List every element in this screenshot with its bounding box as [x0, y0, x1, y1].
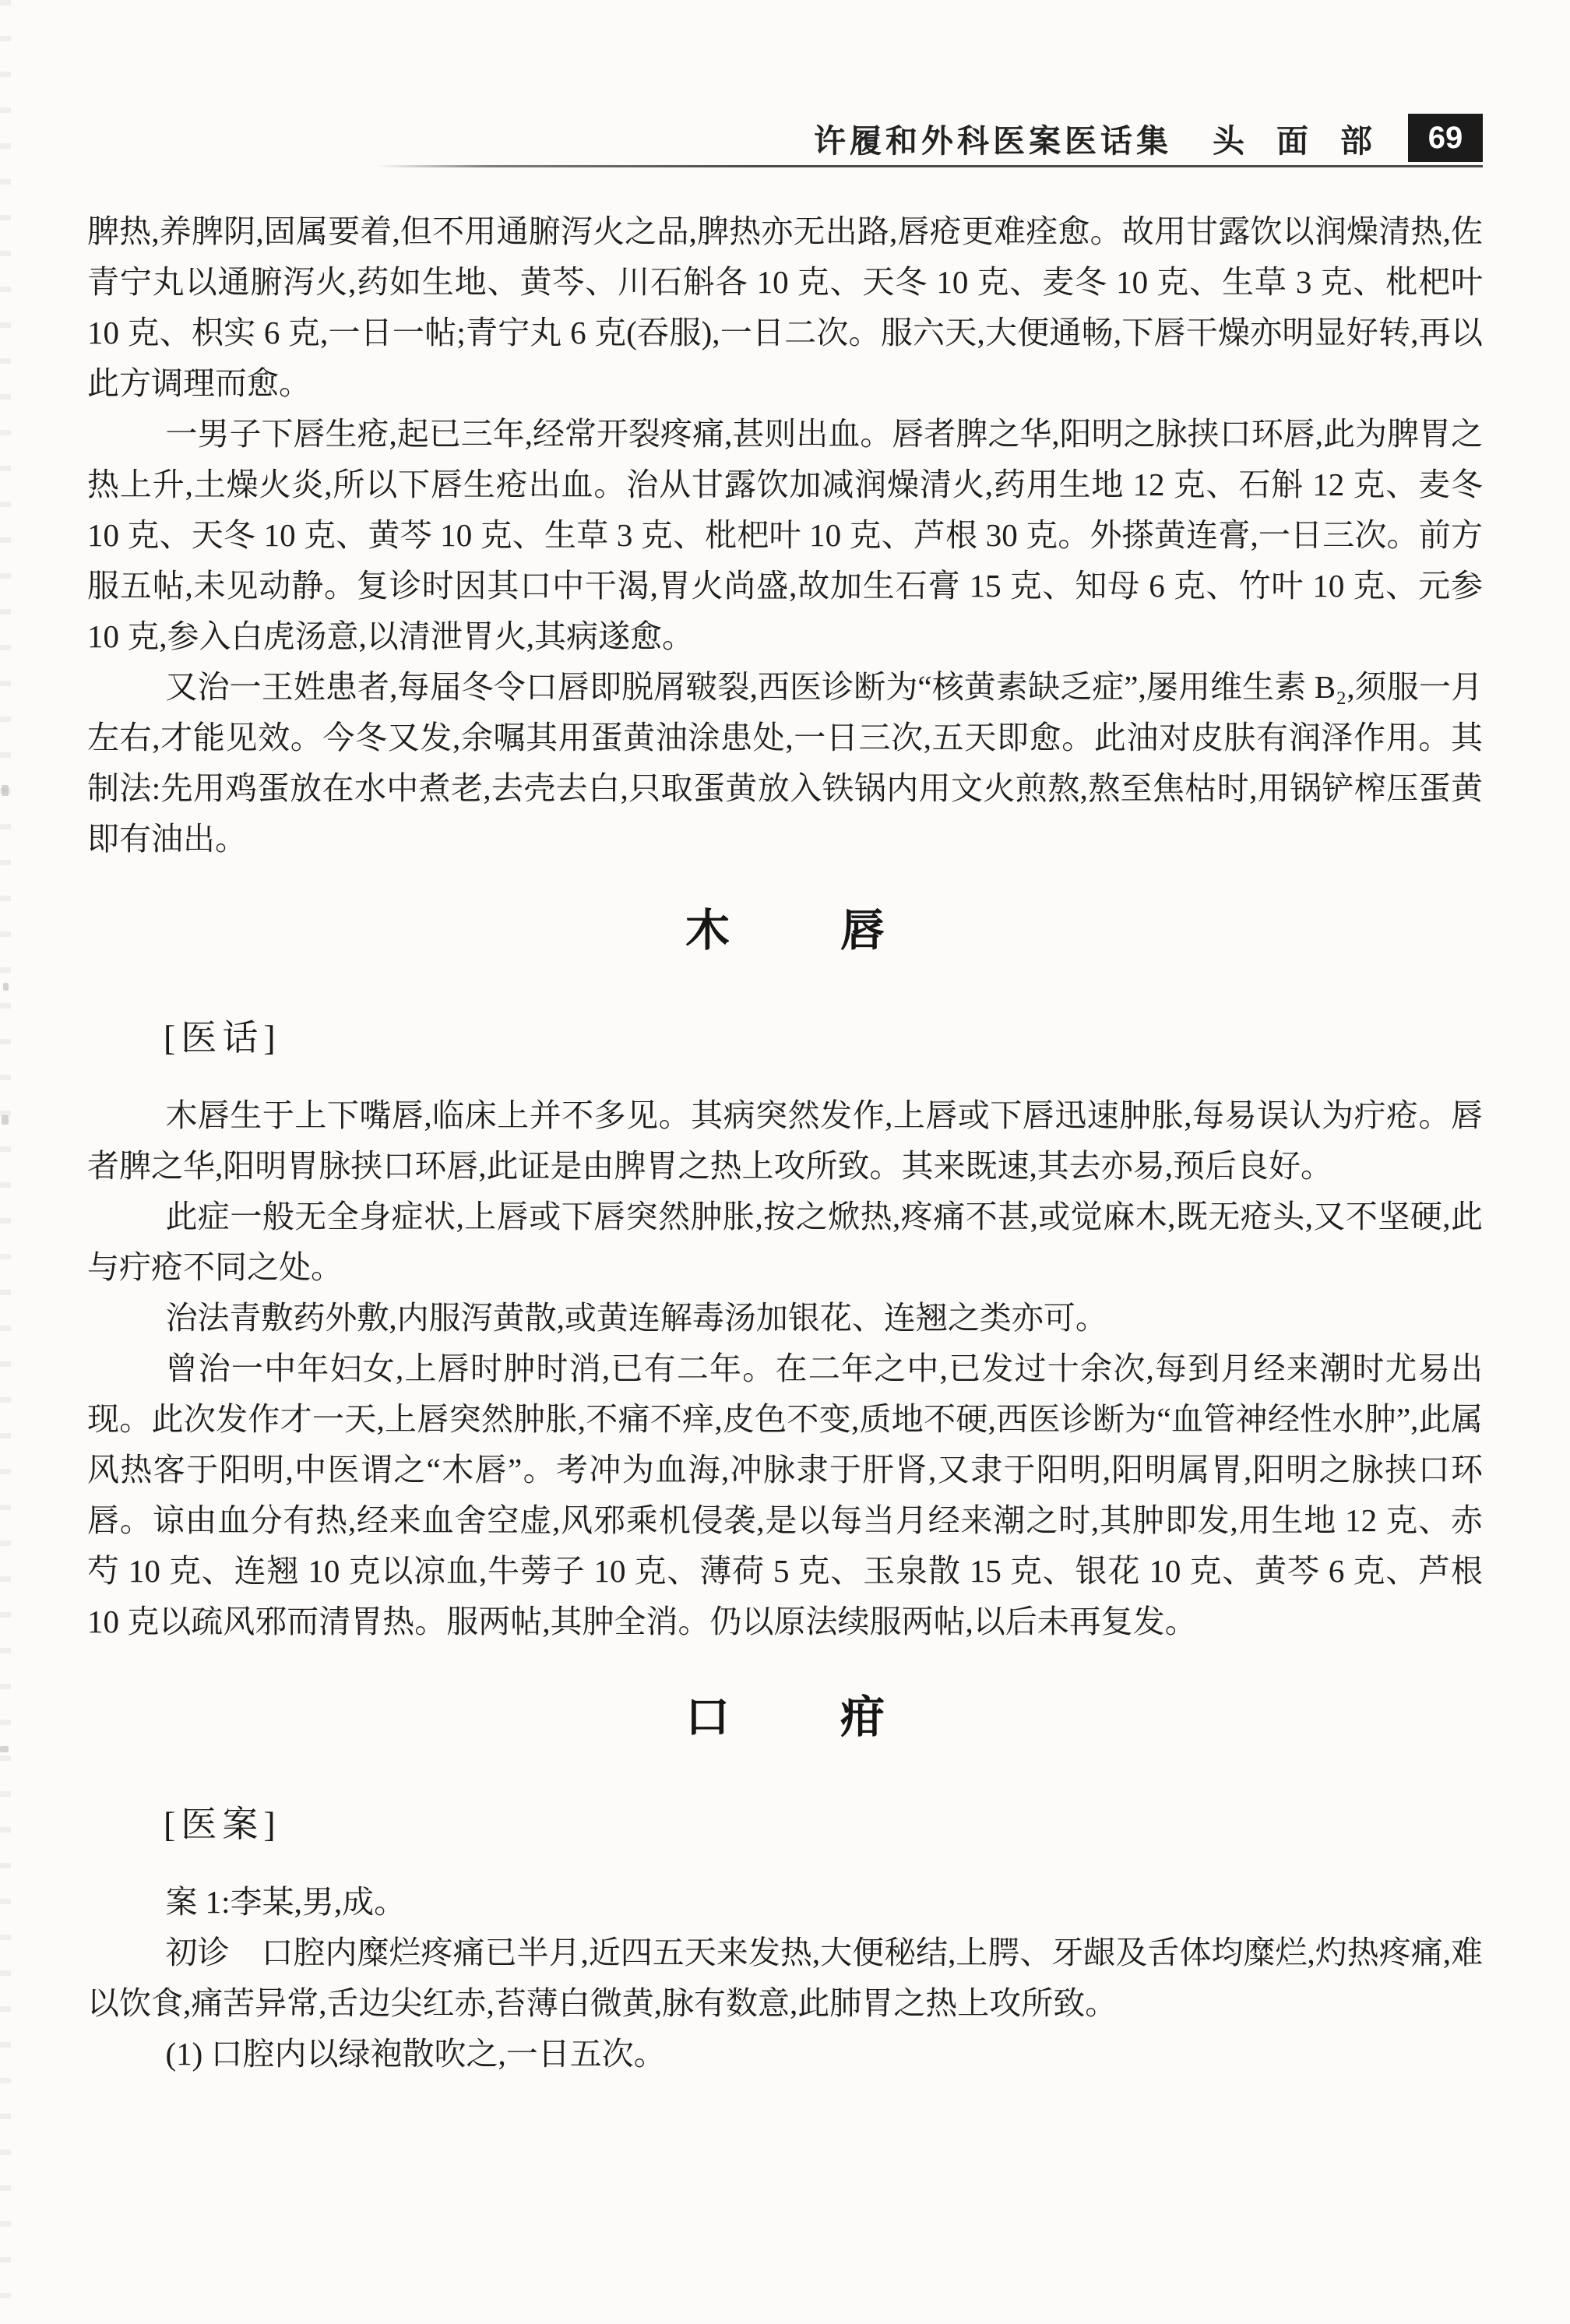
body-paragraph: 木唇生于上下嘴唇,临床上并不多见。其病突然发作,上唇或下唇迅速肿胀,每易误认为疔疮。唇者脾之华,阳明胃脉挟口环唇,此证是由脾胃之热上攻所致。其来既速,其去亦易,预后良好。	[87, 1097, 1483, 1184]
subsection-label-yihua: [医话]	[164, 1018, 281, 1058]
body-paragraph: 曾治一中年妇女,上唇时肿时消,已有二年。在二年之中,已发过十余次,每到月经来潮时尤易出现。此次发作才一天,上唇突然肿胀,不痛不痒,皮色不变,质地不硬,西医诊断为“血管神经性水肿”,此属风热客于阳明,中医谓之“木唇”。考冲为血海,冲脉隶于肝肾,又隶于阳明,阳明属胃,阳明之脉挟口环唇。谅由血分有热,经来血舍空虚,风邪乘机侵袭,是以每当月经来潮之时,其肿即发,用生地 12 克、赤芍 10 克、连翘 10 克以凉血,牛蒡子 10 克、薄荷 5 克、玉泉散 15 克、银花 10 克、黄芩 6 克、芦根 10 克以疏风邪而清胃热。服两帖,其肿全消。仍以原法续服两帖,以后未再复发。	[87, 1350, 1483, 1639]
body-paragraph: 治法青敷药外敷,内服泻黄散,或黄连解毒汤加银花、连翘之类亦可。	[165, 1300, 1107, 1336]
body-paragraph: 一男子下唇生疮,起已三年,经常开裂疼痛,甚则出血。唇者脾之华,阳明之脉挟口环唇,此为脾胃之热上升,土燥火炎,所以下唇生疮出血。治从甘露饮加减润燥清火,药用生地 12 克、石斛 12 克、麦冬 10 克、天冬 10 克、黄芩 10 克、生草 3 克、枇杷叶 10 克、芦根 30 克。外搽黄连膏,一日三次。前方服五帖,未见动静。复诊时因其口中干渴,胃火尚盛,故加生石膏 15 克、知母 6 克、竹叶 10 克、元参 10 克,参入白虎汤意,以清泄胃火,其病遂愈。	[87, 416, 1483, 654]
section-title-char: 木	[685, 907, 730, 956]
page-number: 69	[1427, 120, 1463, 155]
page-body	[0, 167, 1570, 2079]
running-head	[0, 0, 1570, 162]
section-title-mu-chun	[87, 903, 1483, 960]
subsection-label-yian: [医案]	[164, 1805, 281, 1844]
page-header	[0, 0, 1570, 167]
page-number-badge	[1408, 114, 1483, 162]
body-paragraph: 初诊 口腔内糜烂疼痛已半月,近四五天来发热,大便秘结,上腭、牙龈及舌体均糜烂,灼热疼痛,难以饮食,痛苦异常,舌边尖红赤,苔薄白微黄,脉有数意,此肺胃之热上攻所致。	[87, 1935, 1483, 2021]
body-paragraph: (1) 口腔内以绿袍散吹之,一日五次。	[165, 2036, 666, 2072]
section-title-kou-gan	[87, 1690, 1483, 1746]
section-title-char: 唇	[840, 907, 885, 956]
body-paragraph: 又治一王姓患者,每届冬令口唇即脱屑皲裂,西医诊断为“核黄素缺乏症”,屡用维生素 B₂,须服一月左右,才能见效。今冬又发,余嘱其用蛋黄油涂患处,一日三次,五天即愈。此油对皮肤有润泽作用。其制法:先用鸡蛋放在水中煮老,去壳去白,只取蛋黄放入铁锅内用文火煎熬,熬至焦枯时,用锅铲榨压蛋黄即有油出。	[87, 669, 1483, 857]
body-paragraph: 此症一般无全身症状,上唇或下唇突然肿胀,按之焮热,疼痛不甚,或觉麻木,既无疮头,又不坚硬,此与疔疮不同之处。	[87, 1199, 1483, 1285]
book-title: 许履和外科医案医话集	[814, 122, 1172, 159]
body-paragraph: 案 1:李某,男,成。	[165, 1884, 407, 1920]
section-title-char: 疳	[840, 1693, 885, 1742]
section-title-char: 口	[685, 1693, 730, 1742]
part-label: 头 面 部	[1213, 122, 1372, 159]
body-paragraph: 脾热,养脾阴,固属要着,但不用通腑泻火之品,脾热亦无出路,唇疮更难痊愈。故用甘露饮以润燥清热,佐青宁丸以通腑泻火,药如生地、黄芩、川石斛各 10 克、天冬 10 克、麦冬 10 克、生草 3 克、枇杷叶 10 克、枳实 6 克,一日一帖;青宁丸 6 克(吞服),一日二次。服六天,大便通畅,下唇干燥亦明显好转,再以此方调理而愈。	[87, 213, 1483, 401]
